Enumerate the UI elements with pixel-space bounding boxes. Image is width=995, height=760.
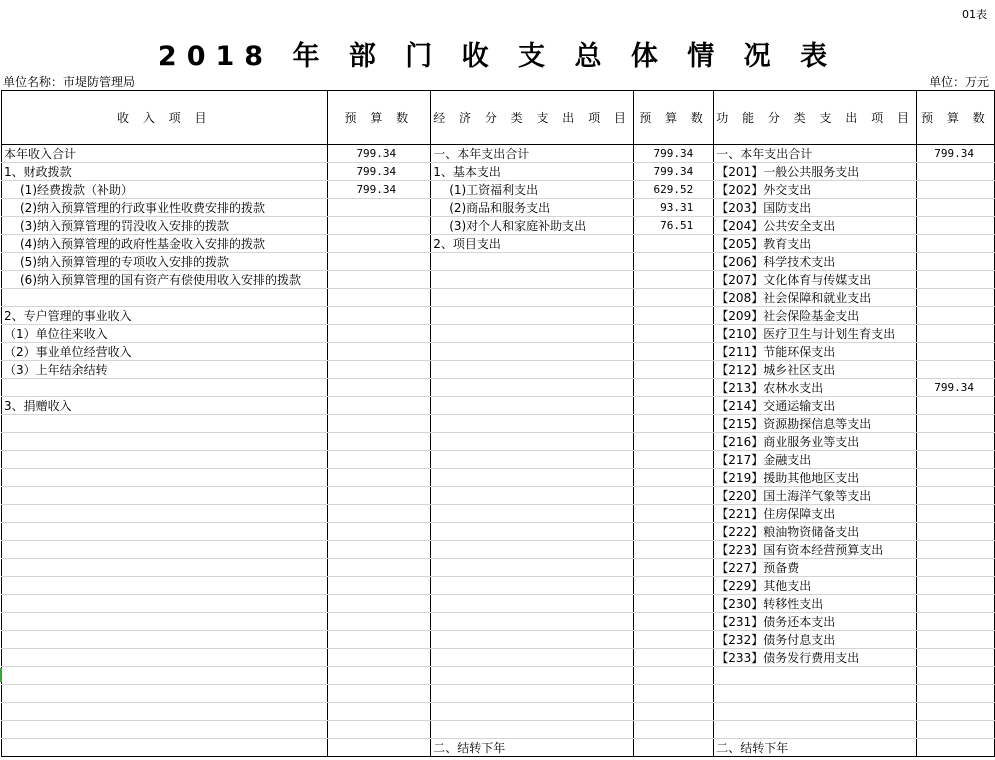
table-row	[2, 271, 995, 289]
header-function-item: 功 能 分 类 支 出 项 目	[714, 91, 917, 145]
economic-budget-cell[interactable]	[633, 667, 713, 685]
economic-item-cell[interactable]	[431, 379, 634, 397]
table-number: 01表	[962, 8, 987, 21]
function-budget-cell[interactable]	[917, 217, 995, 235]
function-budget-cell[interactable]	[917, 703, 995, 721]
table-row	[2, 397, 995, 415]
function-budget-cell[interactable]	[917, 631, 995, 649]
function-budget-cell[interactable]	[917, 307, 995, 325]
economic-budget-cell[interactable]	[633, 559, 713, 577]
income-budget-cell[interactable]: 799.34	[327, 181, 431, 199]
table-row	[2, 433, 995, 451]
economic-budget-cell[interactable]	[633, 253, 713, 271]
function-budget-cell[interactable]	[917, 613, 995, 631]
income-budget-cell[interactable]	[327, 721, 431, 739]
function-budget-cell[interactable]	[917, 577, 995, 595]
function-item-cell[interactable]: 【208】社会保障和就业支出	[714, 289, 917, 307]
income-budget-cell[interactable]	[327, 649, 431, 667]
function-item-cell[interactable]: 【217】金融支出	[714, 451, 917, 469]
income-item-cell[interactable]	[2, 505, 328, 523]
header-income-budget: 预 算 数	[327, 91, 431, 145]
economic-item-cell[interactable]: 1、基本支出	[431, 163, 634, 181]
income-budget-cell[interactable]	[327, 325, 431, 343]
income-item-cell[interactable]	[2, 523, 328, 541]
income-item-cell[interactable]	[2, 649, 328, 667]
income-item-cell[interactable]	[2, 577, 328, 595]
economic-item-cell[interactable]: (3)对个人和家庭补助支出	[431, 217, 634, 235]
income-budget-cell[interactable]	[327, 289, 431, 307]
function-budget-cell[interactable]	[917, 469, 995, 487]
income-item-cell[interactable]	[2, 289, 328, 307]
function-item-cell[interactable]: 【207】文化体育与传媒支出	[714, 271, 917, 289]
table-row	[2, 253, 995, 271]
function-item-cell[interactable]: 【203】国防支出	[714, 199, 917, 217]
income-budget-cell[interactable]	[327, 433, 431, 451]
function-budget-cell[interactable]	[917, 649, 995, 667]
economic-budget-cell[interactable]: 93.31	[633, 199, 713, 217]
table-row	[2, 217, 995, 235]
function-budget-cell[interactable]	[917, 541, 995, 559]
function-budget-cell[interactable]	[917, 667, 995, 685]
economic-budget-cell[interactable]	[633, 415, 713, 433]
function-item-cell[interactable]: 【202】外交支出	[714, 181, 917, 199]
economic-budget-cell[interactable]	[633, 487, 713, 505]
table-row	[2, 415, 995, 433]
function-item-cell[interactable]: 【232】债务付息支出	[714, 631, 917, 649]
function-item-cell[interactable]	[714, 703, 917, 721]
income-item-cell[interactable]	[2, 739, 328, 757]
table-row	[2, 361, 995, 379]
economic-budget-cell[interactable]	[633, 649, 713, 667]
budget-table	[1, 90, 995, 757]
function-budget-cell[interactable]	[917, 505, 995, 523]
function-budget-cell[interactable]	[917, 739, 995, 757]
economic-item-cell[interactable]	[431, 361, 634, 379]
income-budget-cell[interactable]	[327, 559, 431, 577]
table-row	[2, 235, 995, 253]
function-budget-cell[interactable]	[917, 343, 995, 361]
economic-budget-cell[interactable]	[633, 325, 713, 343]
economic-item-cell[interactable]	[431, 469, 634, 487]
economic-item-cell[interactable]	[431, 559, 634, 577]
economic-item-cell[interactable]	[431, 343, 634, 361]
income-item-cell[interactable]: （1）单位往来收入	[2, 325, 328, 343]
function-budget-cell[interactable]	[917, 325, 995, 343]
income-budget-cell[interactable]	[327, 343, 431, 361]
economic-budget-cell[interactable]	[633, 469, 713, 487]
income-item-cell[interactable]: 1、财政拨款	[2, 163, 328, 181]
function-budget-cell[interactable]	[917, 433, 995, 451]
table-row	[2, 487, 995, 505]
table-row	[2, 505, 995, 523]
income-item-cell[interactable]: 本年收入合计	[2, 145, 328, 163]
income-budget-cell[interactable]	[327, 541, 431, 559]
table-row	[2, 631, 995, 649]
economic-budget-cell[interactable]	[633, 721, 713, 739]
header-function-budget: 预 算 数	[917, 91, 995, 145]
income-item-cell[interactable]: (5)纳入预算管理的专项收入安排的拨款	[2, 253, 328, 271]
function-item-cell[interactable]: 【204】公共安全支出	[714, 217, 917, 235]
function-item-cell[interactable]: 【219】援助其他地区支出	[714, 469, 917, 487]
economic-budget-cell[interactable]	[633, 505, 713, 523]
function-budget-cell[interactable]	[917, 361, 995, 379]
income-budget-cell[interactable]	[327, 397, 431, 415]
income-item-cell[interactable]	[2, 595, 328, 613]
income-item-cell[interactable]: (2)纳入预算管理的行政事业性收费安排的拨款	[2, 199, 328, 217]
function-item-cell[interactable]: 【210】医疗卫生与计划生育支出	[714, 325, 917, 343]
header-economic-budget: 预 算 数	[633, 91, 713, 145]
function-budget-cell[interactable]	[917, 289, 995, 307]
table-row	[2, 289, 995, 307]
economic-budget-cell[interactable]	[633, 271, 713, 289]
function-item-cell[interactable]	[714, 721, 917, 739]
income-item-cell[interactable]: （2）事业单位经营收入	[2, 343, 328, 361]
economic-item-cell[interactable]	[431, 433, 634, 451]
economic-item-cell[interactable]: (1)工资福利支出	[431, 181, 634, 199]
function-budget-cell[interactable]	[917, 487, 995, 505]
table-row	[2, 325, 995, 343]
unit-name: 单位名称：市堤防管理局	[3, 75, 136, 89]
income-item-cell[interactable]: 3、捐赠收入	[2, 397, 328, 415]
income-budget-cell[interactable]	[327, 271, 431, 289]
economic-item-cell[interactable]	[431, 721, 634, 739]
function-item-cell[interactable]: 【222】粮油物资储备支出	[714, 523, 917, 541]
economic-budget-cell[interactable]	[633, 685, 713, 703]
economic-item-cell[interactable]: (2)商品和服务支出	[431, 199, 634, 217]
economic-item-cell[interactable]	[431, 577, 634, 595]
income-item-cell[interactable]	[2, 667, 328, 685]
table-row	[2, 199, 995, 217]
income-budget-cell[interactable]	[327, 379, 431, 397]
economic-budget-cell[interactable]	[633, 703, 713, 721]
income-item-cell[interactable]	[2, 469, 328, 487]
table-row	[2, 379, 995, 397]
table-row	[2, 523, 995, 541]
table-row	[2, 721, 995, 739]
income-item-cell[interactable]	[2, 379, 328, 397]
page-title: 2018 年 部 门 收 支 总 体 情 况 表	[157, 41, 838, 72]
function-item-cell[interactable]: 【215】资源勘探信息等支出	[714, 415, 917, 433]
economic-item-cell[interactable]	[431, 523, 634, 541]
function-budget-cell[interactable]	[917, 397, 995, 415]
economic-item-cell[interactable]	[431, 667, 634, 685]
table-row	[2, 649, 995, 667]
function-budget-cell[interactable]	[917, 271, 995, 289]
function-budget-cell[interactable]: 799.34	[917, 145, 995, 163]
function-budget-cell[interactable]	[917, 685, 995, 703]
economic-budget-cell[interactable]: 76.51	[633, 217, 713, 235]
table-row	[2, 613, 995, 631]
function-item-cell[interactable]: 一、本年支出合计	[714, 145, 917, 163]
economic-item-cell[interactable]	[431, 613, 634, 631]
unit-label: 单位：万元	[928, 75, 989, 89]
function-item-cell[interactable]: 二、结转下年	[714, 739, 917, 757]
income-item-cell[interactable]: (4)纳入预算管理的政府性基金收入安排的拨款	[2, 235, 328, 253]
economic-item-cell[interactable]	[431, 253, 634, 271]
function-budget-cell[interactable]	[917, 181, 995, 199]
economic-budget-cell[interactable]	[633, 595, 713, 613]
function-budget-cell[interactable]	[917, 523, 995, 541]
economic-item-cell[interactable]	[431, 703, 634, 721]
economic-budget-cell[interactable]	[633, 541, 713, 559]
economic-item-cell[interactable]	[431, 307, 634, 325]
economic-budget-cell[interactable]: 629.52	[633, 181, 713, 199]
table-row	[2, 451, 995, 469]
function-item-cell[interactable]: 【233】债务发行费用支出	[714, 649, 917, 667]
income-item-cell[interactable]: （3）上年结余结转	[2, 361, 328, 379]
table-row	[2, 541, 995, 559]
income-budget-cell[interactable]: 799.34	[327, 145, 431, 163]
economic-item-cell[interactable]	[431, 325, 634, 343]
income-budget-cell[interactable]	[327, 613, 431, 631]
function-item-cell[interactable]: 【231】债务还本支出	[714, 613, 917, 631]
function-item-cell[interactable]: 【206】科学技术支出	[714, 253, 917, 271]
function-item-cell[interactable]: 【216】商业服务业等支出	[714, 433, 917, 451]
function-item-cell[interactable]	[714, 685, 917, 703]
economic-item-cell[interactable]	[431, 487, 634, 505]
income-item-cell[interactable]	[2, 631, 328, 649]
function-budget-cell[interactable]	[917, 253, 995, 271]
function-budget-cell[interactable]	[917, 163, 995, 181]
function-item-cell[interactable]: 【229】其他支出	[714, 577, 917, 595]
table-row	[2, 163, 995, 181]
income-budget-cell[interactable]	[327, 361, 431, 379]
function-item-cell[interactable]: 【213】农林水支出	[714, 379, 917, 397]
income-item-cell[interactable]	[2, 433, 328, 451]
function-budget-cell[interactable]	[917, 559, 995, 577]
income-item-cell[interactable]: (3)纳入预算管理的罚没收入安排的拨款	[2, 217, 328, 235]
table-row	[2, 577, 995, 595]
economic-item-cell[interactable]	[431, 541, 634, 559]
economic-budget-cell[interactable]	[633, 289, 713, 307]
income-budget-cell[interactable]	[327, 253, 431, 271]
economic-budget-cell[interactable]: 799.34	[633, 163, 713, 181]
income-budget-cell[interactable]: 799.34	[327, 163, 431, 181]
function-budget-cell[interactable]	[917, 595, 995, 613]
economic-item-cell[interactable]	[431, 451, 634, 469]
income-budget-cell[interactable]	[327, 703, 431, 721]
income-budget-cell[interactable]	[327, 451, 431, 469]
economic-item-cell[interactable]	[431, 415, 634, 433]
function-budget-cell[interactable]: 799.34	[917, 379, 995, 397]
income-item-cell[interactable]	[2, 685, 328, 703]
table-row	[2, 145, 995, 163]
function-item-cell[interactable]: 【221】住房保障支出	[714, 505, 917, 523]
income-budget-cell[interactable]	[327, 667, 431, 685]
header-income-item: 收 入 项 目	[2, 91, 328, 145]
table-row	[2, 703, 995, 721]
income-budget-cell[interactable]	[327, 235, 431, 253]
income-budget-cell[interactable]	[327, 487, 431, 505]
income-budget-cell[interactable]	[327, 631, 431, 649]
cell-cursor-marker	[0, 668, 2, 682]
table-row	[2, 181, 995, 199]
economic-item-cell[interactable]	[431, 649, 634, 667]
income-item-cell[interactable]	[2, 559, 328, 577]
economic-budget-cell[interactable]	[633, 379, 713, 397]
economic-budget-cell[interactable]	[633, 577, 713, 595]
function-budget-cell[interactable]	[917, 721, 995, 739]
income-budget-cell[interactable]	[327, 577, 431, 595]
economic-budget-cell[interactable]	[633, 631, 713, 649]
function-item-cell[interactable]: 【214】交通运输支出	[714, 397, 917, 415]
function-item-cell[interactable]: 【227】预备费	[714, 559, 917, 577]
table-row	[2, 469, 995, 487]
income-item-cell[interactable]	[2, 613, 328, 631]
economic-budget-cell[interactable]	[633, 613, 713, 631]
income-budget-cell[interactable]	[327, 685, 431, 703]
income-budget-cell[interactable]	[327, 307, 431, 325]
income-item-cell[interactable]	[2, 451, 328, 469]
income-item-cell[interactable]	[2, 415, 328, 433]
function-item-cell[interactable]: 【230】转移性支出	[714, 595, 917, 613]
function-item-cell[interactable]: 【220】国土海洋气象等支出	[714, 487, 917, 505]
economic-budget-cell[interactable]	[633, 307, 713, 325]
income-item-cell[interactable]	[2, 541, 328, 559]
function-item-cell[interactable]: 【205】教育支出	[714, 235, 917, 253]
function-budget-cell[interactable]	[917, 451, 995, 469]
economic-budget-cell[interactable]	[633, 235, 713, 253]
income-item-cell[interactable]	[2, 703, 328, 721]
economic-item-cell[interactable]: 2、项目支出	[431, 235, 634, 253]
function-item-cell[interactable]: 【209】社会保险基金支出	[714, 307, 917, 325]
economic-budget-cell[interactable]	[633, 361, 713, 379]
income-item-cell[interactable]: (6)纳入预算管理的国有资产有偿使用收入安排的拨款	[2, 271, 328, 289]
economic-item-cell[interactable]	[431, 505, 634, 523]
table-row	[2, 595, 995, 613]
economic-item-cell[interactable]	[431, 631, 634, 649]
economic-budget-cell[interactable]	[633, 433, 713, 451]
income-budget-cell[interactable]	[327, 217, 431, 235]
income-budget-cell[interactable]	[327, 739, 431, 757]
function-item-cell[interactable]: 【223】国有资本经营预算支出	[714, 541, 917, 559]
table-row	[2, 685, 995, 703]
economic-item-cell[interactable]	[431, 289, 634, 307]
economic-budget-cell[interactable]	[633, 739, 713, 757]
economic-item-cell[interactable]: 二、结转下年	[431, 739, 634, 757]
economic-item-cell[interactable]	[431, 271, 634, 289]
table-row	[2, 739, 995, 757]
income-item-cell[interactable]	[2, 721, 328, 739]
table-row	[2, 343, 995, 361]
income-item-cell[interactable]: 2、专户管理的事业收入	[2, 307, 328, 325]
income-budget-cell[interactable]	[327, 505, 431, 523]
economic-item-cell[interactable]	[431, 397, 634, 415]
function-budget-cell[interactable]	[917, 415, 995, 433]
header-economic-item: 经 济 分 类 支 出 项 目	[431, 91, 634, 145]
function-item-cell[interactable]: 【212】城乡社区支出	[714, 361, 917, 379]
income-budget-cell[interactable]	[327, 199, 431, 217]
economic-item-cell[interactable]: 一、本年支出合计	[431, 145, 634, 163]
income-budget-cell[interactable]	[327, 595, 431, 613]
income-budget-cell[interactable]	[327, 523, 431, 541]
function-item-cell[interactable]: 【211】节能环保支出	[714, 343, 917, 361]
table-row	[2, 307, 995, 325]
function-item-cell[interactable]: 【201】一般公共服务支出	[714, 163, 917, 181]
function-item-cell[interactable]	[714, 667, 917, 685]
table-row	[2, 559, 995, 577]
income-item-cell[interactable]	[2, 487, 328, 505]
income-item-cell[interactable]: (1)经费拨款（补助）	[2, 181, 328, 199]
income-budget-cell[interactable]	[327, 469, 431, 487]
economic-budget-cell[interactable]	[633, 523, 713, 541]
economic-budget-cell[interactable]: 799.34	[633, 145, 713, 163]
economic-item-cell[interactable]	[431, 595, 634, 613]
income-budget-cell[interactable]	[327, 415, 431, 433]
economic-item-cell[interactable]	[431, 685, 634, 703]
function-budget-cell[interactable]	[917, 199, 995, 217]
table-row	[2, 667, 995, 685]
function-budget-cell[interactable]	[917, 235, 995, 253]
economic-budget-cell[interactable]	[633, 343, 713, 361]
economic-budget-cell[interactable]	[633, 397, 713, 415]
economic-budget-cell[interactable]	[633, 451, 713, 469]
